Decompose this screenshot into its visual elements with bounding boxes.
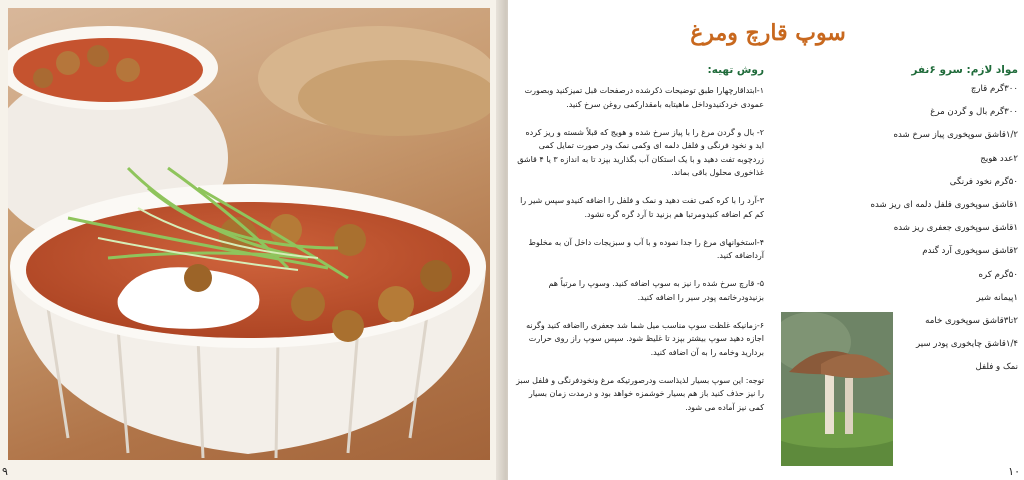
ingredient-item: ۵۰گرم نخود فرنگی [949,176,1018,187]
method-step: ۳-آرد را با کره کمی تفت دهید و نمک و فلفل را اضافه کنیدو سپس شیر را کم کم اضافه کنیدومرتبا هم بزنید تا آرد گره گره نشود. [520,196,764,219]
ingredient-item: ۲عدد هویج [980,153,1018,164]
ingredient-item: ۱/۲قاشق سوپخوری پیاز سرخ شده [893,130,1018,141]
ingredient-item: ۱/۴قاشق چایخوری پودر سیر [916,339,1018,350]
ingredient-item: ۱قاشق سوپخوری فلفل دلمه ای ریز شده [870,199,1018,210]
method-step: ۶-زمانیکه غلظت سوپ مناسب میل شما شد جعفری رااضافه کنید وگرنه اجازه دهید سوپ بیشتر بپزد تا غلیظ شود. سپس سوپ راز روی حرارت بردارید وخامه را به آن اضافه کنید. [526,320,764,357]
ingredient-item: ۲تا۳قاشق سوپخوری خامه [925,315,1018,326]
ingredients-column [870,64,1018,385]
method-heading: روش تهیه: [707,64,764,76]
recipe-title: سوپ قارچ ومرغ [690,20,846,46]
soup-bowl-photo [8,8,490,460]
method-step: ۲- بال و گردن مرغ را با پیاز سرخ شده و هویج که قبلاً شسته و ریز کرده اید و نخود فرنگی و فلفل دلمه ای وکمی نمک ودر صورت تمایل کمی زردچوبه تفت دهید و با یک استکان آب بگذارید بپزد تا به اندازه ۳ یا ۴ قاشق غذاخوری محلول باقی بماند. [517,127,764,177]
ingredient-item: ۱پیمانه شیر [976,292,1018,303]
ingredient-item: ۳۰۰گرم بال و گردن مرغ [930,107,1018,118]
ingredient-item: ۱قاشق سوپخوری جعفری ریز شده [893,223,1018,234]
ingredients-list [870,84,1018,385]
ingredients-heading: مواد لازم: سرو ۶نفر [911,64,1018,76]
method-step: ۱-ابتداقارچهارا طبق توضیحات ذکرشده درصفحات قبل تمیزکنید وبصورت عمودی خردکنیدوداخل ماهیتابه بامقدارکمی روغن سرخ کنید. [524,86,764,109]
method-step: ۴-استخوانهای مرغ را جدا نموده و با آب و سبزیجات داخل آن به مخلوط آرداضافه کنید. [528,237,764,260]
ingredient-item: ۳۰۰گرم قارچ [970,84,1018,94]
method-column [516,64,764,414]
soup-photo-drawing [8,8,490,460]
page-number-right: ۱۰ [1008,465,1020,478]
mushroom-drawing [781,312,893,466]
left-page [0,0,506,480]
mushroom-photo [781,312,893,466]
recipe-note: توجه: این سوپ بسیار لذیذاست ودرصورتیکه مرغ ونخودفرنگی و فلفل سبز را نیز حذف کنید باز هم بسیار خوشمزه خواهد بود و درمدت زمان بسیار کمی نیز آماده می شود. [516,375,764,412]
ingredient-item: نمک و فلفل [975,362,1018,373]
ingredient-item: ۲قاشق سوپخوری آرد گندم [922,246,1018,257]
ingredient-item: ۵۰گرم کره [978,269,1018,280]
method-step: ۵- قارچ سرخ شده را نیز به سوپ اضافه کنید. وسوپ را مرتباً هم بزنیدودرخاتمه پودر سیر را اضافه کنید. [548,279,764,302]
right-page [508,0,1024,480]
page-number-left: ۹ [2,465,8,478]
